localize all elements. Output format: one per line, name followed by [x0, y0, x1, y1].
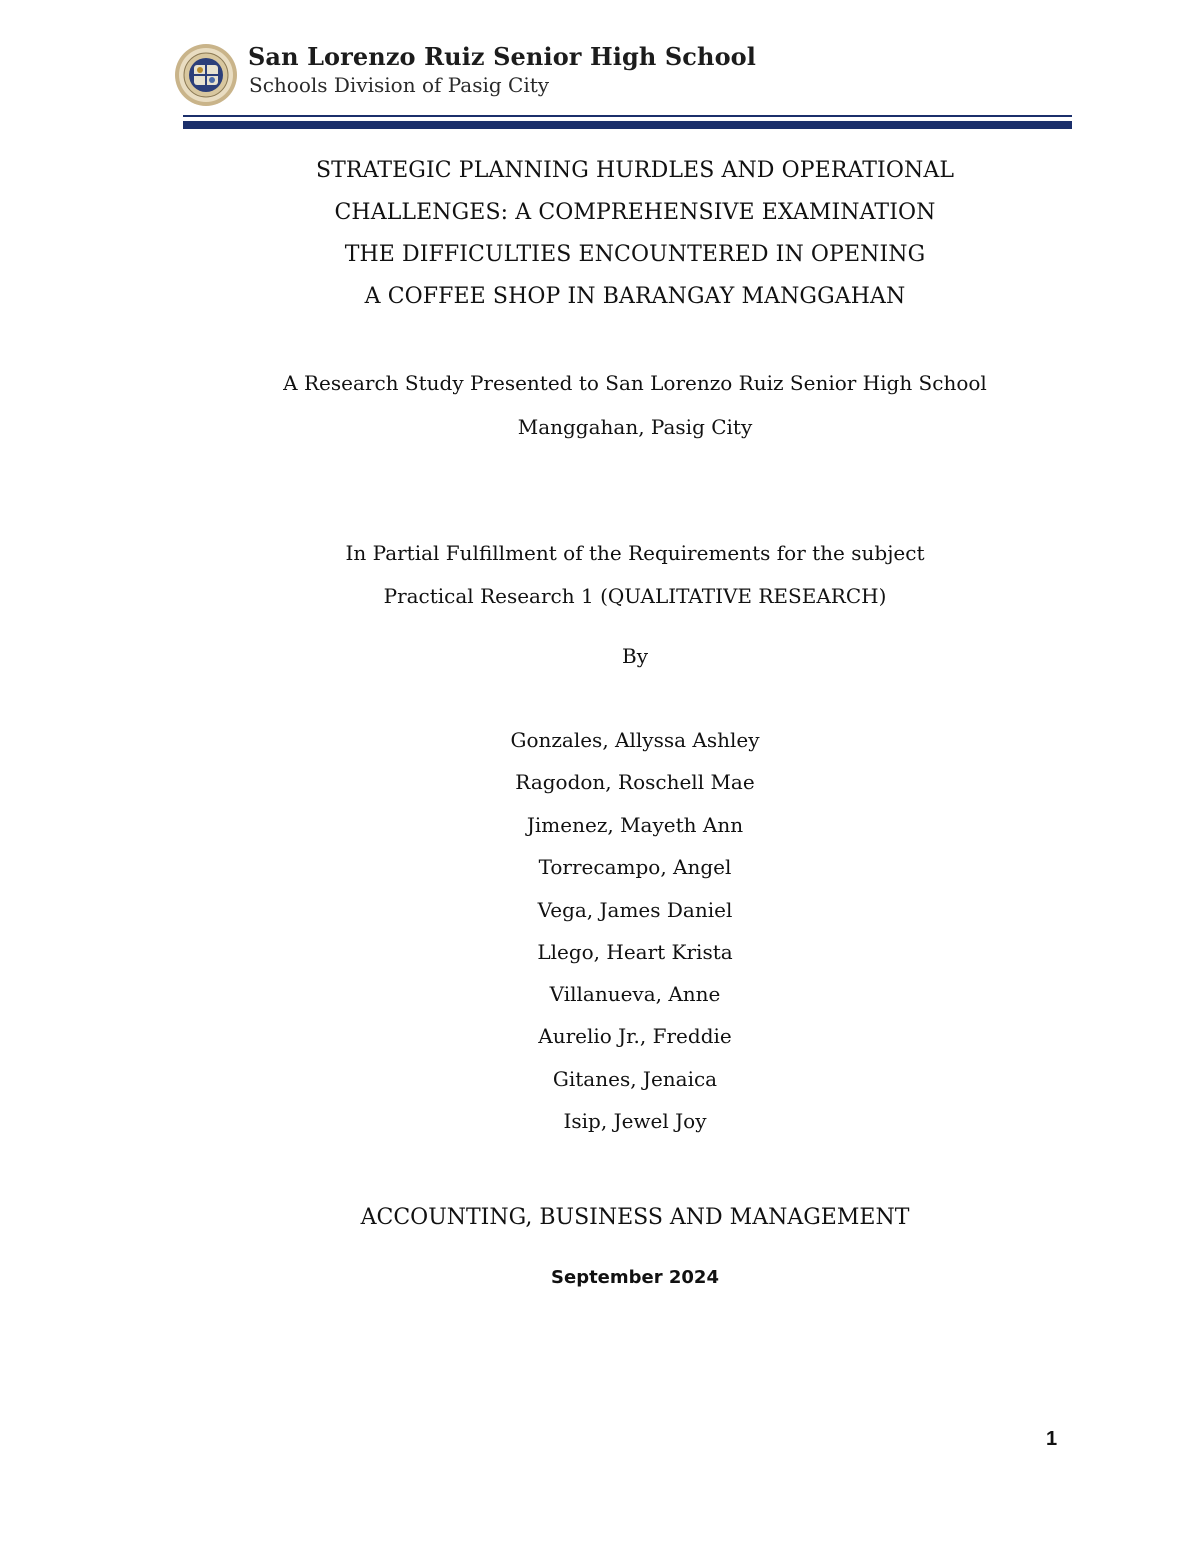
page-number: 1 [1046, 1428, 1058, 1450]
school-name: San Lorenzo Ruiz Senior High School [248, 42, 757, 71]
author-name: Gonzales, Allyssa Ashley [510, 728, 760, 752]
header-rule-thin [183, 115, 1072, 117]
title-line: STRATEGIC PLANNING HURDLES AND OPERATIONAL [315, 158, 955, 183]
author-name: Gitanes, Jenaica [552, 1067, 718, 1091]
presentation-line: A Research Study Presented to San Lorenzo Ruiz Senior High School [283, 371, 987, 395]
author-name: Isip, Jewel Joy [563, 1109, 707, 1133]
author-name: Vega, James Daniel [537, 898, 733, 922]
author-name: Ragodon, Roschell Mae [515, 770, 755, 794]
title-line: THE DIFFICULTIES ENCOUNTERED IN OPENING [344, 242, 926, 267]
page-header [172, 40, 1072, 110]
author-name: Torrecampo, Angel [538, 855, 732, 879]
by-label: By [622, 644, 648, 668]
presentation-line: Manggahan, Pasig City [517, 415, 753, 439]
date: September 2024 [551, 1267, 719, 1288]
school-seal-icon [174, 43, 238, 107]
author-name: Llego, Heart Krista [537, 940, 733, 964]
title-line: A COFFEE SHOP IN BARANGAY MANGGAHAN [364, 284, 906, 309]
fulfillment-line: Practical Research 1 (QUALITATIVE RESEARCH) [383, 584, 887, 608]
strand-title: ACCOUNTING, BUSINESS AND MANAGEMENT [360, 1205, 910, 1230]
header-rule-thick [183, 121, 1072, 129]
fulfillment-line: In Partial Fulfillment of the Requirements for the subject [345, 541, 925, 565]
author-name: Aurelio Jr., Freddie [538, 1024, 732, 1048]
author-name: Jimenez, Mayeth Ann [526, 813, 744, 837]
author-name: Villanueva, Anne [549, 982, 721, 1006]
school-division: Schools Division of Pasig City [249, 73, 550, 97]
title-line: CHALLENGES: A COMPREHENSIVE EXAMINATION [334, 200, 936, 225]
